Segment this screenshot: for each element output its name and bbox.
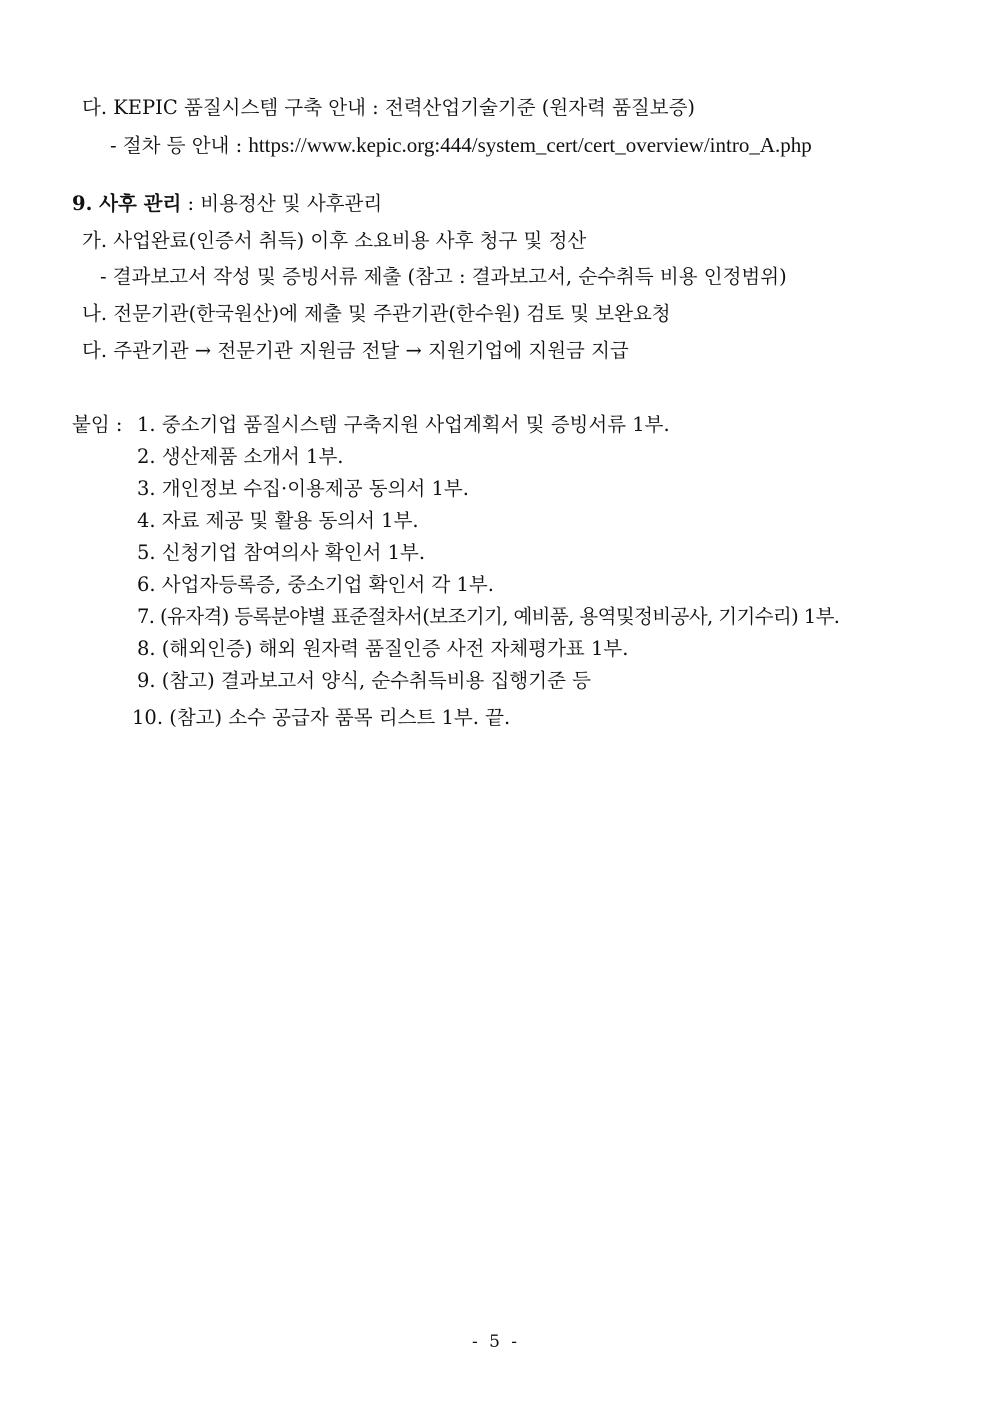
attachment-item: 1. 중소기업 품질시스템 구축지원 사업계획서 및 증빙서류 1부. bbox=[137, 413, 670, 436]
attachment-item: 6. 사업자등록증, 중소기업 확인서 각 1부. bbox=[137, 573, 494, 596]
page-number: - 5 - bbox=[471, 1332, 521, 1352]
attachment-item: 9. (참고) 결과보고서 양식, 순수취득비용 집행기준 등 bbox=[137, 669, 591, 692]
attachment-item: 8. (해외인증) 해외 원자력 품질인증 사전 자체평가표 1부. bbox=[137, 637, 629, 660]
kepic-heading: 다. KEPIC 품질시스템 구축 안내 : 전력산업기술기준 (원자력 품질보증) bbox=[82, 96, 696, 119]
section9-item-da: 다. 주관기관 → 전문기관 지원금 전달 → 지원기업에 지원금 지급 bbox=[82, 339, 629, 362]
attachment-item: 4. 자료 제공 및 활용 동의서 1부. bbox=[137, 509, 419, 532]
kepic-url-link[interactable]: https://www.kepic.org:444/system_cert/cert_overview/intro_A.php bbox=[248, 133, 812, 157]
attachment-item: 7. (유자격) 등록분야별 표준절차서(보조기기, 예비품, 용역및정비공사, 기기수리) 1부. bbox=[137, 605, 840, 628]
attachment-item: 3. 개인정보 수집·이용제공 동의서 1부. bbox=[137, 477, 469, 500]
section9-separator: : bbox=[181, 192, 201, 215]
section9-item-na: 나. 전문기관(한국원산)에 제출 및 주관기관(한수원) 검토 및 보완요청 bbox=[82, 302, 671, 325]
attachment-item: 5. 신청기업 참여의사 확인서 1부. bbox=[137, 541, 426, 564]
attachment-item: 10. (참고) 소수 공급자 품목 리스트 1부. 끝. bbox=[132, 706, 511, 729]
section9-title: 9. 사후 관리 bbox=[72, 192, 182, 215]
section9-item-report: - 결과보고서 작성 및 증빙서류 제출 (참고 : 결과보고서, 순수취득 비용 인정범위) bbox=[100, 265, 787, 288]
section9-subtitle: 비용정산 및 사후관리 bbox=[200, 192, 383, 215]
section9-heading bbox=[72, 190, 382, 218]
section9-item-ga: 가. 사업완료(인증서 취득) 이후 소요비용 사후 청구 및 정산 bbox=[82, 229, 587, 252]
attachments-label: 붙임 : bbox=[72, 413, 123, 436]
kepic-procedure bbox=[110, 131, 812, 160]
attachment-item: 2. 생산제품 소개서 1부. bbox=[137, 445, 344, 468]
procedure-prefix: - 절차 등 안내 : bbox=[110, 134, 249, 157]
